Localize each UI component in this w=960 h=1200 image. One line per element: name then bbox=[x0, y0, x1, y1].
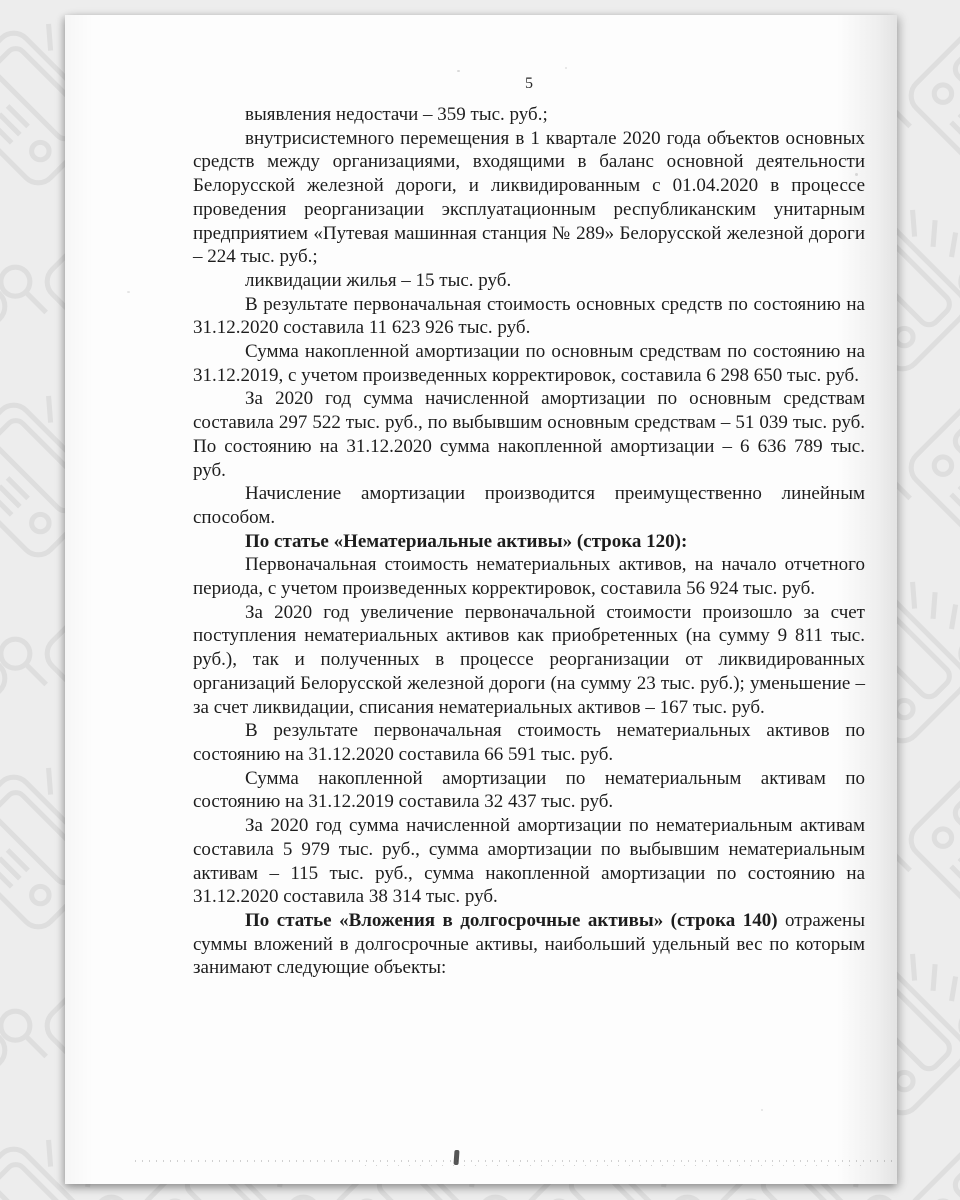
paragraph-7 bbox=[193, 482, 865, 529]
text-run: Сумма накопленной амортизации по нематериальным активам по состоянию на 31.12.2019 составила 32 437 тыс. руб. bbox=[193, 767, 865, 813]
train-icon bbox=[955, 905, 960, 1143]
scan-artifact-blot bbox=[453, 1150, 459, 1165]
train-icon bbox=[955, 0, 960, 27]
scan-noise-row-faint bbox=[365, 1165, 865, 1166]
paragraph-13 bbox=[193, 814, 865, 909]
train-icon bbox=[0, 533, 41, 771]
paragraph-10 bbox=[193, 601, 865, 720]
scan-speck bbox=[127, 291, 130, 293]
text-run: За 2020 год сумма начисленной амортизации по основным средствам составила 297 522 тыс. руб., по выбывшим основным средствам – 51 039 тыс. руб. По состоянию на 31.12.2020 сумма накопленной амортизации – 6 636 789 тыс. руб. bbox=[193, 388, 865, 481]
paragraph-6 bbox=[193, 387, 865, 482]
document-page bbox=[65, 15, 897, 1184]
text-run: По статье «Вложения в долгосрочные активы» (строка 140) bbox=[245, 909, 778, 931]
text-run: выявления недостачи – 359 тыс. руб.; bbox=[245, 104, 548, 125]
paragraph-14 bbox=[193, 909, 865, 980]
train-icon bbox=[955, 161, 960, 399]
scan-speck bbox=[761, 1109, 763, 1111]
text-run: ликвидации жилья – 15 тыс. руб. bbox=[245, 269, 512, 291]
paragraph-12 bbox=[193, 767, 865, 814]
text-run: В результате первоначальная стоимость основных средств по состоянию на 31.12.2020 составила 11 623 926 тыс. руб. bbox=[193, 293, 865, 339]
text-run: Начисление амортизации производится преимущественно линейным способом. bbox=[193, 483, 865, 528]
paragraph-2 bbox=[193, 127, 865, 269]
text-run: Первоначальная стоимость нематериальных активов, на начало отчетного периода, с учетом произведенных корректировок, составила 56 924 тыс. руб. bbox=[193, 554, 865, 600]
text-run: В результате первоначальная стоимость нематериальных активов по состоянию на 31.12.2020 составила 66 591 тыс. руб. bbox=[193, 720, 865, 765]
scan-speck bbox=[855, 173, 858, 176]
text-run: По статье «Нематериальные активы» (строка 120): bbox=[245, 530, 688, 552]
paragraph-3 bbox=[193, 269, 865, 293]
text-run: За 2020 год сумма начисленной амортизации по нематериальным активам составила 5 979 тыс. руб., сумма амортизации по выбывшим нематериальным активам – 115 тыс. руб., сумма накопленной амортизации по состоянию на 31.12.2020 составила 38 314 тыс. руб. bbox=[193, 815, 865, 908]
text-run: внутрисистемного перемещения в 1 квартале 2020 года объектов основных средств между организациями, входящими в баланс основной деятельности Белорусской железной дороги, и ликвидированным с 01.04.2020 в процессе проведения реорганизации эксплуатационным республиканским унитарным предприятием «Путевая машинная станция № 289» Белорусской железной дороги – 224 тыс. руб.; bbox=[193, 127, 865, 268]
document-body bbox=[193, 103, 865, 980]
train-icon bbox=[0, 0, 41, 27]
scan-speck bbox=[565, 67, 567, 69]
text-run: отражены суммы вложений в долгосрочные активы, наибольший удельный вес по которым занимают следующие объекты: bbox=[193, 909, 865, 979]
train-icon bbox=[0, 161, 41, 399]
train-icon bbox=[955, 533, 960, 771]
paragraph-4 bbox=[193, 293, 865, 340]
scan-speck bbox=[457, 70, 460, 72]
paragraph-11 bbox=[193, 719, 865, 766]
paragraph-5 bbox=[193, 340, 865, 387]
paragraph-8 bbox=[193, 530, 865, 554]
page-number: 5 bbox=[525, 75, 533, 92]
paragraph-1 bbox=[193, 103, 865, 127]
scan-noise-row bbox=[135, 1160, 893, 1162]
text-run: Сумма накопленной амортизации по основным средствам по состоянию на 31.12.2019, с учетом произведенных корректировок, составила 6 298 650 тыс. руб. bbox=[193, 341, 865, 386]
train-icon bbox=[0, 905, 41, 1143]
paragraph-9 bbox=[193, 553, 865, 600]
text-run: За 2020 год увеличение первоначальной стоимости произошло за счет поступления нематериальных активов как приобретенных (на сумму 9 811 тыс. руб.), так и полученных в процессе реорганизации от ликвидированных организаций Белорусской железной дороги (на сумму 23 тыс. руб.); уменьшение – за счет ликвидации, списания нематериальных активов – 167 тыс. руб. bbox=[193, 601, 865, 718]
